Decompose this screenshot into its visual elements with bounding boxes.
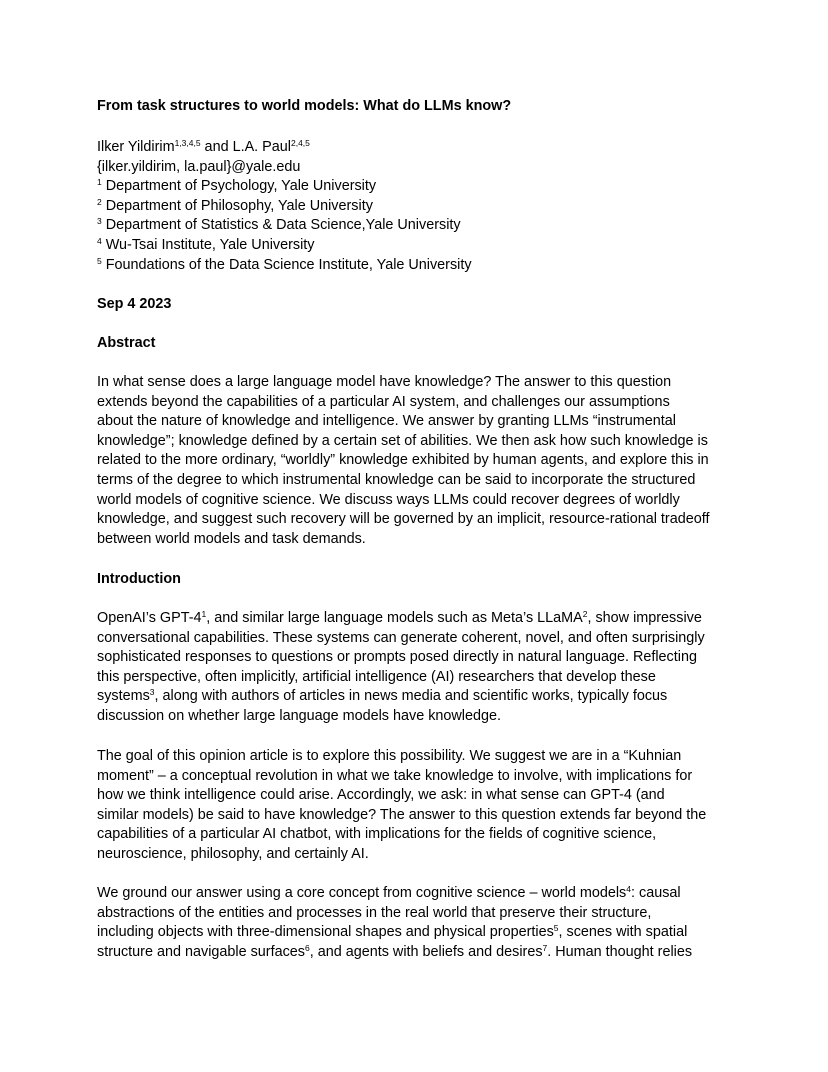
citation-marker: 4: [626, 884, 631, 894]
paragraph-line: [97, 707, 737, 727]
paragraph-line: [97, 806, 737, 826]
affiliation-number: 5: [97, 255, 102, 266]
paragraph-line: [97, 825, 737, 845]
text-run: , along with authors of articles in news media and scientific works, typically focus: [154, 688, 668, 705]
text-run: capabilities of a particular AI chatbot, with implications for the fields of cognitive science,: [97, 826, 657, 843]
paragraph-line: [97, 767, 737, 787]
abstract-line: world models of cognitive science. We discuss ways LLMs could recover degrees of worldly: [97, 491, 680, 508]
abstract-line: about the nature of knowledge and intelligence. We answer by granting LLMs “instrumental: [97, 413, 676, 430]
paragraph-line: [97, 845, 737, 865]
author-name: Ilker Yildirim: [97, 139, 175, 155]
paragraph-line: [97, 648, 737, 668]
affiliation: [97, 236, 472, 256]
paragraph-line: [97, 747, 737, 767]
affiliation-text: Wu-Tsai Institute, Yale University: [101, 236, 315, 253]
abstract-body: [97, 373, 737, 549]
text-run: moment” – a conceptual revolution in what we take knowledge to involve, with implications for: [97, 767, 693, 784]
affiliation-text: Department of Statistics & Data Science,Yale University: [101, 217, 461, 234]
citation-marker: 3: [149, 687, 155, 698]
paragraph-line: [97, 904, 737, 924]
text-run: neuroscience, philosophy, and certainly AI.: [97, 845, 369, 862]
text-run: , scenes with spatial: [558, 924, 688, 941]
affiliation-number: 2: [97, 196, 102, 207]
paragraph-line: [97, 687, 737, 707]
text-run: discussion on whether large language models have knowledge.: [97, 707, 501, 724]
text-run: this perspective, often implicitly, artificial intelligence (AI) researchers that develop these: [97, 668, 656, 685]
affiliation-number: 1: [97, 177, 102, 188]
affiliation: [97, 256, 472, 276]
text-run: , and agents with beliefs and desires: [309, 943, 543, 960]
abstract-line: terms of the degree to which instrumental knowledge can be said to incorporate the structured: [97, 471, 696, 488]
affiliation-text: Foundations of the Data Science Institute, Yale University: [101, 256, 472, 273]
intro-paragraph-3: [97, 884, 737, 962]
affiliation: [97, 216, 472, 236]
text-run: conversational capabilities. These systems can generate coherent, novel, and often surprisingly: [97, 629, 705, 646]
text-run: systems: [97, 688, 150, 705]
author-affiliation-marks: 1,3,4,5: [174, 138, 201, 148]
paragraph-line: [97, 943, 737, 963]
intro-paragraph-1: [97, 609, 737, 727]
paragraph-line: [97, 629, 737, 649]
abstract-line: In what sense does a large language model have knowledge? The answer to this question: [97, 374, 672, 390]
author-name: L.A. Paul: [232, 139, 291, 155]
author-block: [97, 138, 472, 275]
paragraph-line: [97, 668, 737, 688]
text-run: We ground our answer using a core concept from cognitive science – world models: [97, 885, 627, 901]
text-run: , show impressive: [587, 610, 702, 626]
text-run: : causal: [631, 885, 681, 901]
paragraph-line: [97, 786, 737, 806]
text-run: , and similar large language models such as Meta’s LLaMA: [206, 610, 583, 626]
abstract-line: knowledge”; knowledge defined by a certain set of abilities. We then ask how such knowledge is: [97, 432, 708, 449]
author-conjunction: and: [200, 139, 233, 155]
abstract-line: between world models and task demands.: [97, 530, 366, 547]
text-run: structure and navigable surfaces: [97, 943, 305, 960]
introduction-heading: Introduction: [97, 571, 181, 587]
paragraph-line: [97, 609, 737, 629]
citation-marker: 5: [553, 923, 559, 934]
text-run: including objects with three-dimensional shapes and physical properties: [97, 924, 554, 941]
affiliation-text: Department of Philosophy, Yale University: [101, 197, 373, 214]
intro-paragraph-2: [97, 747, 737, 865]
text-run: sophisticated responses to questions or prompts posed directly in natural language. Reflecting: [97, 649, 697, 666]
paper-title: From task structures to world models: What do LLMs know?: [97, 98, 512, 114]
text-run: The goal of this opinion article is to explore this possibility. We suggest we are in a “Kuhnian: [97, 748, 682, 764]
abstract-line: knowledge, and suggest such recovery will be governed by an implicit, resource-rational tradeoff: [97, 511, 710, 528]
abstract-heading: Abstract: [97, 335, 156, 351]
abstract-line: related to the more ordinary, “worldly” knowledge exhibited by human agents, and explore this in: [97, 452, 709, 469]
abstract-line: extends beyond the capabilities of a particular AI system, and challenges our assumptions: [97, 393, 670, 410]
author-affiliation-marks: 2,4,5: [290, 138, 310, 148]
text-run: OpenAI’s GPT-4: [97, 610, 202, 626]
citation-marker: 7: [542, 942, 548, 953]
citation-marker: 6: [304, 942, 310, 953]
text-run: similar models) be said to have knowledge? The answer to this question extends far beyond the: [97, 806, 707, 823]
affiliation: [97, 177, 472, 197]
affiliation-number: 4: [97, 235, 102, 246]
affiliation: [97, 197, 472, 217]
author-email: {ilker.yildirim, la.paul}@yale.edu: [97, 158, 301, 175]
paper-date: Sep 4 2023: [97, 296, 172, 312]
text-run: how we think intelligence could arise. Accordingly, we ask: in what sense can GPT-4 (and: [97, 787, 665, 804]
author-line: [97, 138, 472, 158]
paragraph-line: [97, 884, 737, 904]
affiliation-text: Department of Psychology, Yale University: [101, 178, 377, 195]
affiliation-number: 3: [97, 216, 102, 227]
citation-marker: 2: [582, 609, 588, 619]
paragraph-line: [97, 923, 737, 943]
citation-marker: 1: [201, 609, 207, 619]
text-run: . Human thought relies: [547, 943, 693, 960]
text-run: abstractions of the entities and processes in the real world that preserve their structure,: [97, 904, 652, 921]
